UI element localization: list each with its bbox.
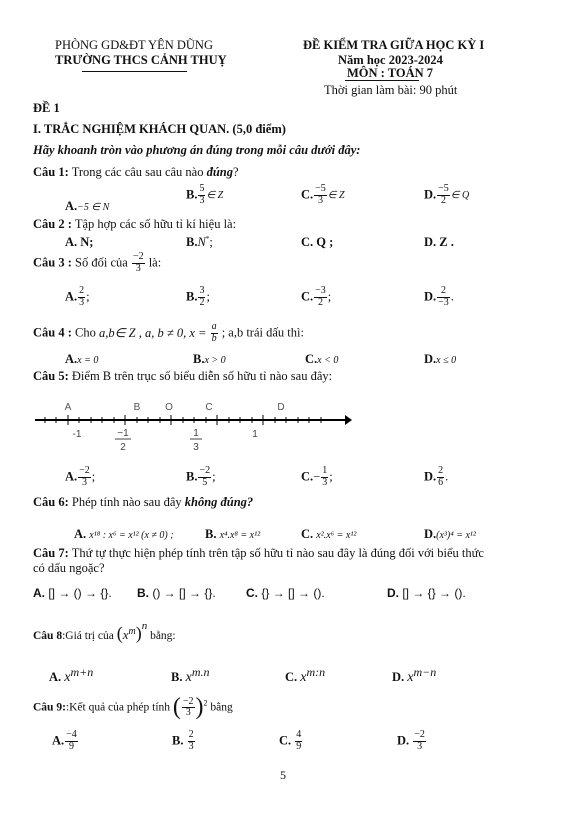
option-letter: A. (65, 199, 78, 213)
q3-option-d[interactable] (424, 286, 454, 308)
power-exponent: m.n (191, 665, 210, 679)
option-letter: D. (424, 352, 437, 366)
numerator: −3 (315, 285, 326, 296)
question-emphasis: không đúng? (184, 495, 254, 509)
option-letter: A. (65, 469, 78, 484)
question-2 (33, 217, 236, 232)
question-label: Câu 7: (33, 546, 69, 560)
option-tail: ; (86, 289, 90, 304)
question-9 (33, 694, 233, 721)
q6-option-c[interactable] (301, 527, 356, 542)
page-number: 5 (280, 768, 286, 782)
option-math: x⁴.x⁸ = x¹² (219, 530, 261, 541)
option-letter: D. (392, 670, 405, 685)
question-text: Điểm B trên trục số biểu diễn số hữu tỉ nào sau đây: (71, 369, 333, 383)
fraction (188, 730, 195, 752)
close-paren: ) (135, 623, 142, 643)
question-8 (33, 620, 176, 644)
q5-option-d[interactable] (424, 466, 448, 488)
fraction (314, 286, 327, 308)
question-text: Cho (75, 325, 96, 340)
q1-option-b[interactable] (186, 184, 223, 206)
option-math: −5 ∈ N (77, 202, 110, 213)
question-emphasis: đúng (206, 165, 233, 179)
fraction (65, 730, 78, 752)
fraction (295, 730, 302, 752)
numerator: −2 (79, 465, 90, 476)
denominator: 2 (317, 296, 323, 308)
q7-option-a[interactable] (33, 586, 112, 600)
question-label: Câu 6: (33, 495, 69, 509)
fraction (211, 322, 218, 344)
fraction (437, 286, 450, 308)
option-text: [] → {} → (). (402, 586, 466, 600)
fraction (314, 184, 327, 206)
question-label: Câu 5: (33, 369, 69, 383)
denominator: 3 (322, 476, 328, 488)
numerator: 4 (296, 729, 302, 740)
question-text-2: ; a,b trái dấu thì: (221, 325, 304, 340)
q6-option-b[interactable] (205, 527, 260, 542)
option-letter: B. (186, 469, 198, 484)
question-text: Trong các câu sau câu nào (71, 165, 204, 179)
exam-code: ĐỀ 1 (33, 101, 60, 115)
fraction (78, 466, 91, 488)
option-tail: ; (91, 469, 96, 484)
subject: MÔN : TOÁN 7 (347, 66, 433, 80)
fraction (198, 466, 211, 488)
option-letter: D. (397, 733, 410, 748)
close-paren: ) (195, 694, 204, 720)
denominator: 3 (81, 476, 87, 488)
option-tail: . (445, 469, 449, 484)
axis-arrow (345, 415, 352, 425)
option-letter: A. (49, 670, 62, 685)
option-letter: C. (301, 469, 314, 484)
tick-label-third-num: 1 (193, 428, 199, 439)
q9-option-d[interactable] (397, 730, 427, 752)
denominator: 2 (440, 194, 446, 206)
option-letter: B. (172, 733, 184, 748)
option-sign: − (313, 469, 321, 484)
q9-option-c[interactable] (279, 730, 303, 752)
question-5 (33, 369, 332, 384)
option-math: x².x⁶ = x¹² (316, 530, 357, 541)
q3-option-b[interactable] (186, 286, 210, 308)
numerator: 2 (188, 729, 194, 740)
denominator: 3 (188, 740, 194, 752)
denominator: −3 (438, 296, 449, 308)
school-year: Năm học 2023-2024 (338, 53, 443, 67)
option-math: ∈ Z (327, 189, 345, 201)
option-tail: ; (206, 289, 210, 304)
option-letter: B. (171, 670, 183, 685)
denominator: 9 (296, 740, 302, 752)
point-label-o: O (165, 402, 173, 413)
question-tail: bằng (210, 701, 233, 714)
tick-label-third-den: 3 (193, 442, 199, 453)
q8-option-d[interactable] (392, 665, 436, 686)
q1-option-a[interactable] (65, 199, 109, 214)
option-math: x < 0 (317, 355, 339, 366)
denominator: 6 (438, 476, 444, 488)
option-letter: C. (301, 289, 314, 304)
q9-option-a[interactable] (52, 730, 79, 752)
q5-option-b[interactable] (186, 466, 216, 488)
q5-option-c[interactable] (301, 466, 333, 488)
q4-option-a[interactable] (65, 352, 98, 367)
option-math: N (197, 235, 206, 250)
option-letter: A. (74, 527, 87, 541)
numerator: −5 (315, 183, 326, 194)
q4-option-b[interactable] (193, 352, 226, 367)
question-label: Câu 8 (33, 630, 63, 642)
denominator: 5 (202, 476, 208, 488)
q2-option-c[interactable]: C. Q ; (301, 235, 334, 249)
denominator: 3 (199, 194, 205, 206)
option-math: x ≤ 0 (436, 355, 457, 366)
option-text: [] → () → {}. (48, 586, 112, 600)
question-label: Câu 4 : (33, 325, 72, 340)
numerator: −2 (199, 465, 211, 476)
department-name: PHÒNG GD&ĐT YÊN DŨNG (55, 38, 213, 52)
option-math: ∈ Q (450, 189, 470, 201)
q6-option-a[interactable] (74, 527, 174, 542)
fraction (78, 286, 85, 308)
question-tail: bằng: (150, 630, 176, 642)
q5-option-a[interactable] (65, 466, 95, 488)
option-letter: B. (193, 352, 205, 366)
outer-exponent: n (141, 620, 148, 633)
power-base: x (64, 670, 71, 686)
question-label: Câu 9: (33, 701, 66, 714)
question-6 (33, 495, 253, 510)
option-letter: C. (305, 352, 318, 366)
subject-underline (345, 80, 419, 81)
fraction (321, 466, 328, 488)
question-label: Câu 3 : (33, 255, 72, 270)
option-letter: C. (279, 733, 292, 748)
q2-option-a[interactable]: A. N; (65, 235, 94, 249)
option-letter: A. (65, 289, 78, 304)
q3-option-a[interactable] (65, 286, 90, 308)
q2-option-b[interactable] (186, 235, 213, 250)
numerator: 2 (79, 285, 85, 296)
option-tail: ; (327, 289, 332, 304)
question-tail: ? (233, 165, 239, 179)
option-letter: B. (137, 586, 149, 600)
numerator: 2 (438, 465, 444, 476)
fraction (413, 730, 426, 752)
option-letter: D. (424, 527, 437, 541)
power-exponent: m (128, 626, 136, 638)
question-label: Câu 2 : (33, 217, 72, 231)
tick-label-one: 1 (252, 429, 258, 440)
question-tail: là: (148, 255, 162, 270)
fraction (437, 184, 450, 206)
point-label-d: D (277, 402, 285, 413)
question-label: Câu 1: (33, 165, 69, 179)
option-letter: C. (301, 527, 314, 541)
header-underline (82, 71, 187, 72)
option-letter: A. (33, 586, 45, 600)
question-condition: a,b∈ Z , a, b ≠ 0, x = (99, 326, 207, 340)
option-tail: ; (209, 235, 213, 250)
option-letter: B. (186, 235, 198, 250)
power-base: x (122, 627, 129, 642)
option-text: () → [] → {}. (152, 586, 216, 600)
numerator: 5 (199, 183, 205, 194)
option-tail: . (450, 289, 454, 304)
numerator: a (211, 321, 217, 332)
fraction (437, 466, 444, 488)
option-letter: A. (65, 352, 78, 366)
numerator: 3 (199, 285, 205, 296)
denominator: 2 (199, 296, 205, 308)
q2-option-d[interactable]: D. Z . (424, 235, 454, 249)
option-math: x > 0 (204, 355, 226, 366)
denominator: b (211, 332, 217, 344)
option-math: (x³)⁴ = x¹² (436, 530, 476, 541)
denominator: 3 (317, 194, 323, 206)
q8-option-c[interactable] (285, 665, 325, 686)
power-exponent: m+n (70, 665, 94, 679)
option-letter: D. (424, 289, 437, 304)
denominator: 3 (185, 707, 191, 718)
fraction (132, 252, 145, 274)
exam-duration: Thời gian làm bài: 90 phút (324, 83, 458, 97)
power-base: x (300, 670, 307, 686)
power-base: x (185, 670, 192, 686)
open-paren: ( (172, 694, 181, 720)
tick-label-minus-half-den: 2 (120, 442, 126, 453)
option-letter: A. (52, 733, 65, 748)
option-letter: B. (186, 289, 198, 304)
number-line (33, 398, 353, 460)
denominator: 3 (79, 296, 85, 308)
question-text: :Kết quả của phép tính (65, 701, 171, 714)
q7-option-d[interactable] (387, 586, 466, 600)
option-math: x¹⁸ : x⁶ = x¹² (x ≠ 0) ; (89, 530, 174, 541)
school-name: TRƯỜNG THCS CẢNH THUỴ (55, 53, 227, 67)
open-paren: ( (116, 623, 123, 643)
q1-option-c[interactable] (301, 184, 345, 206)
question-7-line-2: có dấu ngoặc? (33, 561, 105, 575)
option-letter: D. (424, 469, 437, 484)
exam-title: ĐỀ KIỂM TRA GIỮA HỌC KỲ I (303, 38, 485, 52)
question-text: Tập hợp các số hữu tỉ kí hiệu là: (74, 217, 237, 231)
q1-option-d[interactable] (424, 184, 469, 206)
option-math: ∈ Z (206, 189, 224, 201)
question-text: Phép tính nào sau đây (71, 495, 182, 509)
question-text: :Giá trị của (62, 630, 114, 642)
power-exponent: m−n (413, 665, 437, 679)
denominator: 3 (417, 740, 423, 752)
option-letter: C. (285, 670, 298, 685)
denominator: 9 (68, 740, 74, 752)
fraction (198, 286, 205, 308)
question-text: Số đối của (75, 255, 128, 270)
option-math: x = 0 (77, 355, 99, 366)
power-base: x (407, 670, 414, 686)
q7-option-c[interactable] (246, 586, 325, 600)
q8-option-a[interactable] (49, 665, 93, 686)
q9-option-b[interactable] (172, 730, 196, 752)
q3-option-c[interactable] (301, 286, 331, 308)
q7-option-b[interactable] (137, 586, 216, 600)
option-tail: ; (212, 469, 216, 484)
option-letter: B. (205, 527, 217, 541)
superscript: * (205, 235, 210, 243)
option-letter: D. (387, 586, 399, 600)
numerator: −2 (414, 729, 425, 740)
power-exponent: 2 (203, 698, 208, 708)
numerator: 2 (437, 286, 450, 298)
option-text: {} → [] → (). (261, 586, 325, 600)
point-label-c: C (205, 402, 213, 413)
power-exponent: m:n (306, 665, 326, 679)
question-7 (33, 546, 484, 561)
tick-label-minus-one: -1 (72, 429, 82, 440)
denominator: 3 (135, 262, 141, 274)
option-letter: C. (246, 586, 258, 600)
option-letter: C. (301, 187, 314, 202)
numerator: −4 (66, 729, 77, 740)
option-tail: ; (329, 469, 333, 484)
option-letter: B. (186, 187, 198, 202)
point-label-b: B (133, 402, 141, 413)
option-letter: D. (424, 187, 437, 202)
numerator: −2 (182, 695, 194, 707)
point-label-a: A (64, 402, 72, 413)
q4-option-c[interactable] (305, 352, 338, 367)
question-3 (33, 252, 161, 274)
q6-option-d[interactable] (424, 527, 476, 542)
fraction (182, 697, 195, 719)
q4-option-d[interactable] (424, 352, 456, 367)
instruction: Hãy khoanh tròn vào phương án đúng trong mỗi câu dưới đây: (33, 143, 361, 157)
numerator: 1 (322, 465, 328, 476)
numerator: −5 (438, 183, 449, 194)
fraction (198, 184, 205, 206)
numerator: −2 (132, 251, 144, 262)
question-4 (33, 322, 304, 344)
question-text: Thứ tự thực hiện phép tính trên tập số hữu tỉ nào sau đây là đúng đối với biểu thức (71, 546, 484, 560)
q8-option-b[interactable] (171, 665, 209, 686)
section-title: I. TRẮC NGHIỆM KHÁCH QUAN. (5,0 điểm) (33, 122, 286, 136)
tick-label-minus-half-num: −1 (117, 428, 129, 439)
question-1 (33, 165, 239, 180)
